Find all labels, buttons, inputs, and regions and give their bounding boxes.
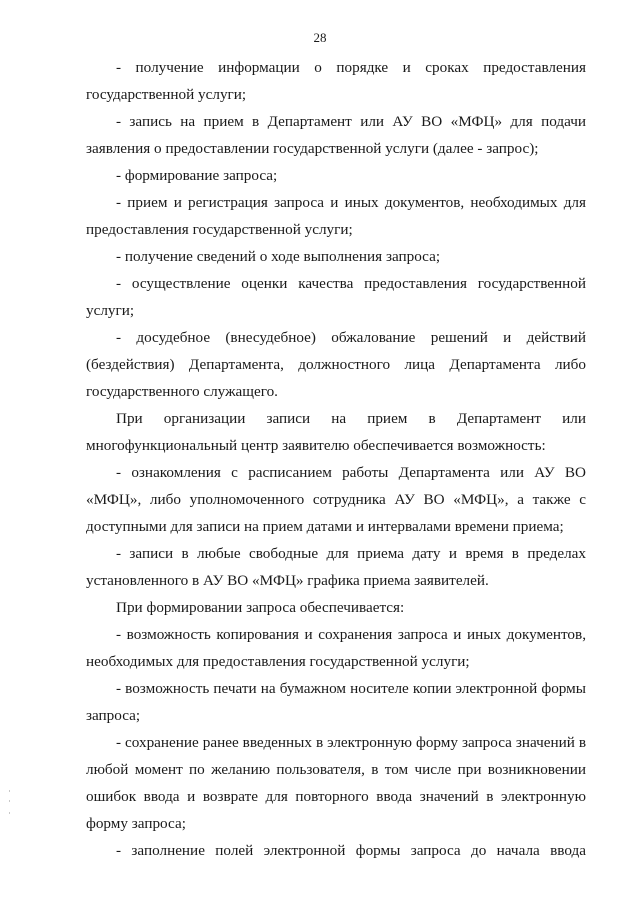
list-item-appeal: - досудебное (внесудебное) обжалование решений и действий (бездействия) Департамента, должностного лица Департамента либо государственного служащего.	[86, 329, 586, 400]
list-item-preserve-values: - сохранение ранее введенных в электронную форму запроса значений в любой момент по желанию пользователя, в том числе при возникновении ошибок ввода и возврате для повторного ввода значений в электронную форму запроса;	[86, 734, 586, 832]
paragraph-request-options: При формировании запроса обеспечивается:	[116, 599, 405, 616]
scan-speck	[9, 800, 10, 802]
scan-speck	[9, 812, 10, 814]
scan-speck	[9, 790, 10, 792]
list-item-status: - получение сведений о ходе выполнения запроса;	[116, 248, 441, 265]
list-item-info: - получение информации о порядке и сроках предоставления государственной услуги;	[86, 59, 586, 103]
list-item-fill-fields: - заполнение полей электронной формы запроса до начала ввода	[116, 842, 586, 859]
list-item-registration: - прием и регистрация запроса и иных документов, необходимых для предоставления государственной услуги;	[86, 194, 586, 238]
page-number: 28	[313, 30, 327, 45]
list-item-copy-save: - возможность копирования и сохранения запроса и иных документов, необходимых для предоставления государственной услуги;	[86, 626, 586, 670]
list-item-request-forming: - формирование запроса;	[116, 167, 278, 184]
list-item-print: - возможность печати на бумажном носителе копии электронной формы запроса;	[86, 680, 586, 724]
document-body	[86, 54, 586, 864]
list-item-schedule: - ознакомления с расписанием работы Департамента или АУ ВО «МФЦ», либо уполномоченного сотрудника АУ ВО «МФЦ», а также с доступными для записи на прием датами и интервалами времени приема;	[86, 464, 586, 535]
list-item-free-slots: - записи в любые свободные для приема дату и время в пределах установленного в АУ ВО «МФЦ» графика приема заявителей.	[86, 545, 586, 589]
list-item-appointment: - запись на прием в Департамент или АУ ВО «МФЦ» для подачи заявления о предоставлении государственной услуги (далее - запрос);	[86, 113, 586, 157]
paragraph-appointment-options: При организации записи на прием в Департамент или многофункциональный центр заявителю обеспечивается возможность:	[86, 410, 586, 454]
list-item-quality: - осуществление оценки качества предоставления государственной услуги;	[86, 275, 586, 319]
